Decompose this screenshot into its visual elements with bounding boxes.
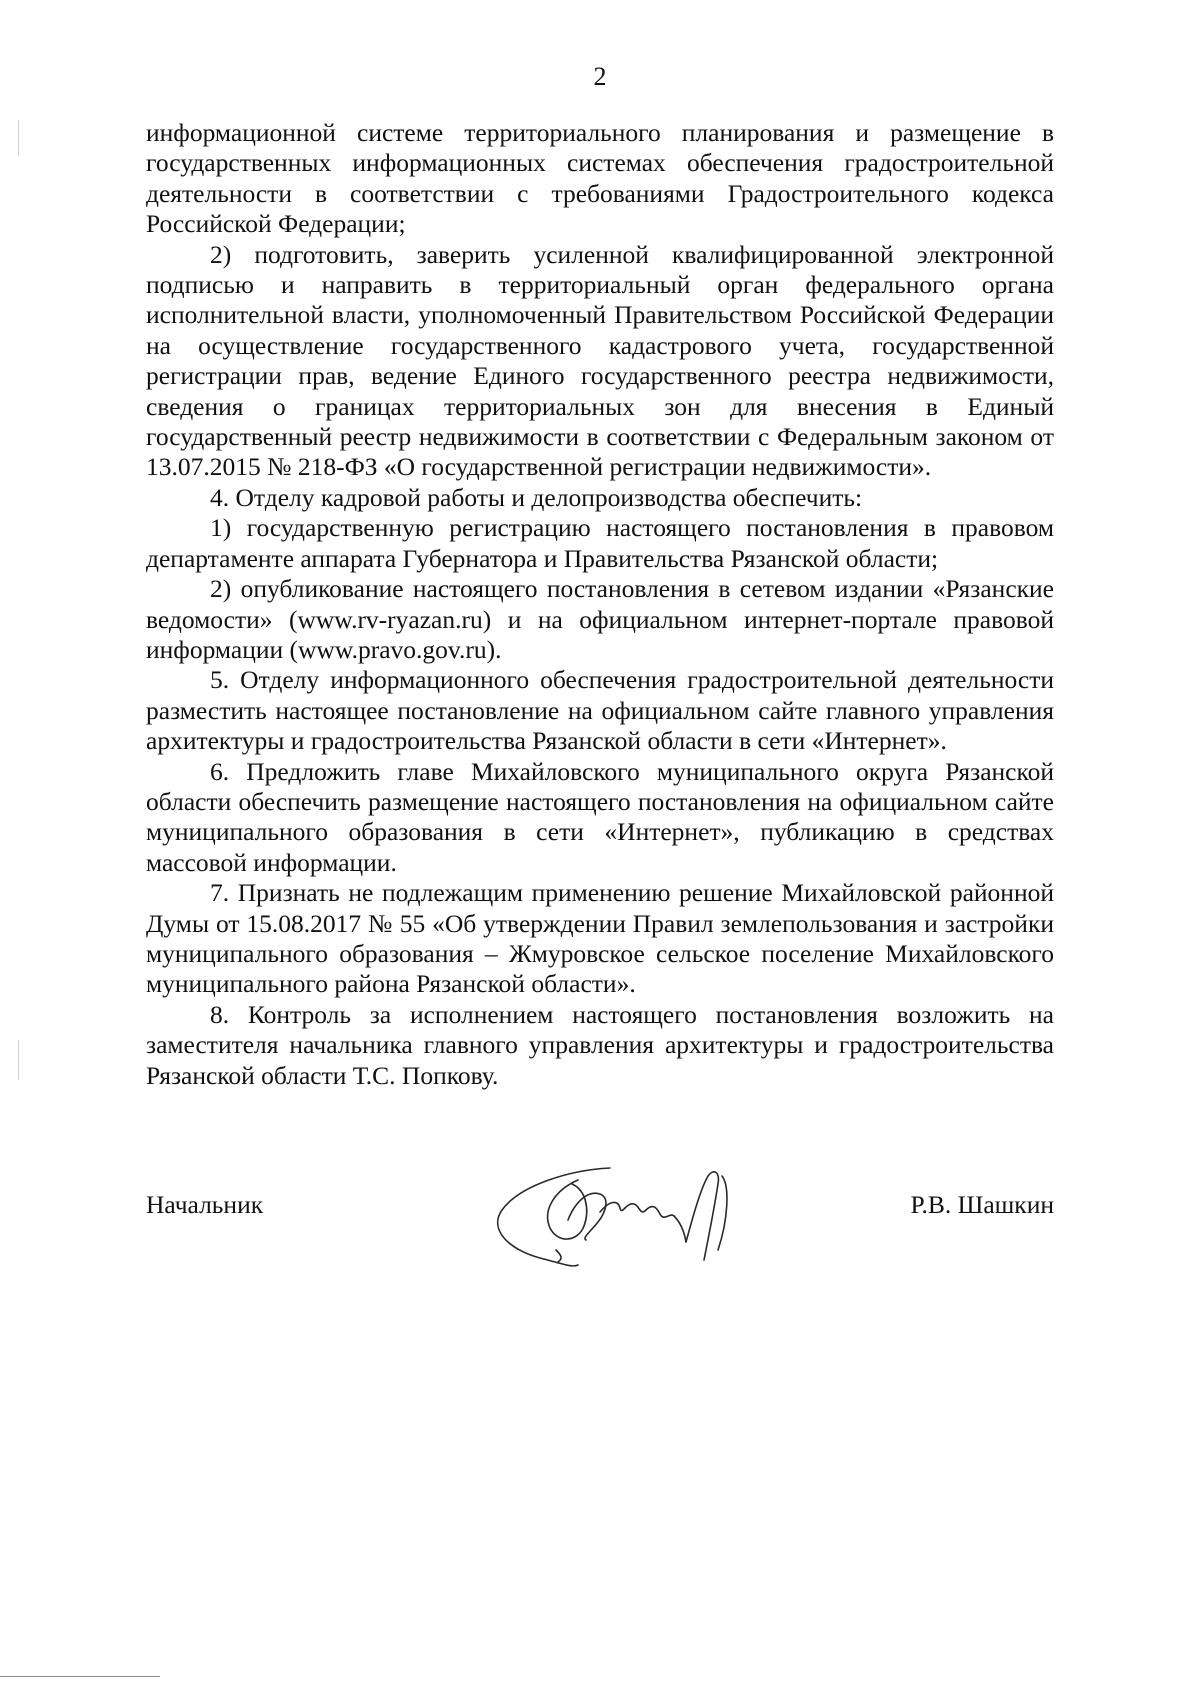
signature-block <box>146 1190 1054 1230</box>
paragraph-item-6: 6. Предложить главе Михайловского муниципального округа Рязанской области обеспечить размещение настоящего постановления на официальном сайте муниципального образования в сети «Интернет», публикацию в средствах массовой информации. <box>146 756 1054 877</box>
paragraph-item-4-1: 1) государственную регистрацию настоящего постановления в правовом департаменте аппарата Губернатора и Правительства Рязанской области; <box>146 513 1054 573</box>
paragraph-item-4: 4. Отделу кадровой работы и делопроизводства обеспечить: <box>210 482 863 512</box>
scan-artifact-left-middle <box>18 1040 19 1080</box>
paragraph-item-8: 8. Контроль за исполнением настоящего постановления возложить на заместителя начальника главного управления архитектуры и градостроительства Рязанской области Т.С. Попкову. <box>146 999 1054 1090</box>
page-number: 2 <box>593 62 607 91</box>
signer-name: Р.В. Шашкин <box>910 1190 1054 1219</box>
paragraph-item-7: 7. Признать не подлежащим применению решение Михайловской районной Думы от 15.08.2017 № 55 «Об утверждении Правил землепользования и застройки муниципального образования – Жмуровское сельское поселение Михайловского муниципального района Рязанской области». <box>146 878 1054 999</box>
document-body <box>146 118 1054 1091</box>
paragraph-continuation: информационной системе территориального планирования и размещение в государственных информационных системах обеспечения градостроительной деятельности в соответствии с требованиями Градостроительного кодекса Российской Федерации; <box>146 118 1054 239</box>
paragraph-item-5: 5. Отделу информационного обеспечения градостроительной деятельности разместить настоящее постановление на официальном сайте главного управления архитектуры и градостроительства Рязанской области в сети «Интернет». <box>146 665 1054 756</box>
paragraph-item-2-registry: 2) подготовить, заверить усиленной квалифицированной электронной подписью и направить в территориальный орган федерального органа исполнительной власти, уполномоченный Правительством Российской Федерации на осуществление государственного кадастрового учета, государственной регистрации прав, ведение Единого государственного реестра недвижимости, сведения о границах территориальных зон для внесения в Единый государственный реестр недвижимости в соответствии с Федеральным законом от 13.07.2015 № 218-ФЗ «О государственной регистрации недвижимости». <box>146 239 1054 482</box>
scan-artifact-left-top <box>18 120 19 156</box>
signer-title: Начальник <box>146 1190 264 1219</box>
scan-artifact-bottom-line <box>0 1676 160 1677</box>
paragraph-item-4-2: 2) опубликование настоящего постановления в сетевом издании «Рязанские ведомости» (www.rv-ryazan.ru) и на официальном интернет-портале правовой информации (www.pravo.gov.ru). <box>146 574 1054 664</box>
